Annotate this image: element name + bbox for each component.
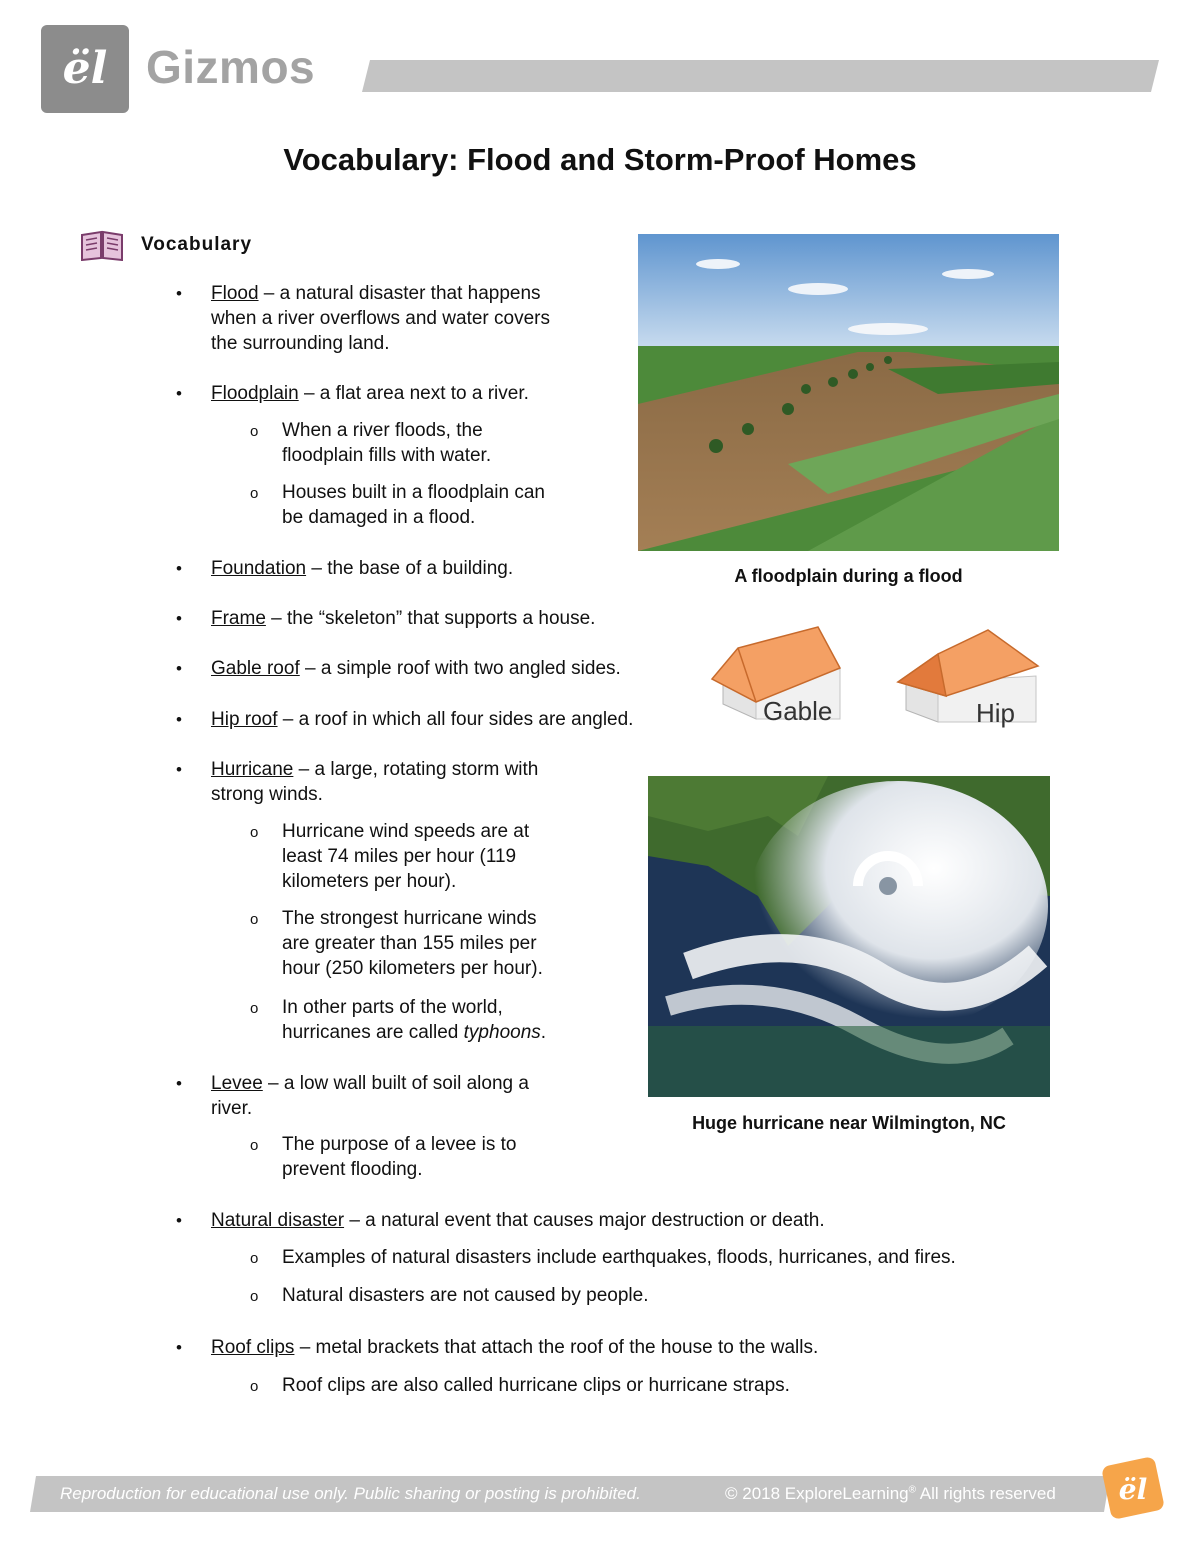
hurricane-photo xyxy=(648,776,1050,1097)
explorelearning-logo xyxy=(41,25,129,113)
definition-text: river. xyxy=(211,1098,253,1119)
definition-text: – metal brackets that attach the roof of the house to the walls. xyxy=(294,1337,819,1358)
definition-text: – a large, rotating storm with xyxy=(293,759,539,780)
entry-first-line xyxy=(211,556,513,581)
entry-line xyxy=(211,1096,529,1121)
typhoons-term: typhoons xyxy=(463,1022,541,1043)
sub-point-line xyxy=(282,931,543,956)
vocab-term: Gable roof xyxy=(211,658,300,679)
hurricane-caption: Huge hurricane near Wilmington, NC xyxy=(692,1113,1006,1133)
sub-point-line xyxy=(282,995,546,1020)
bullet-glyph: • xyxy=(176,609,182,628)
registered-mark: ® xyxy=(908,1484,916,1496)
bullet-glyph: • xyxy=(176,559,182,578)
sub-bullet-glyph: o xyxy=(250,1137,259,1154)
entry-first-line xyxy=(211,1208,825,1233)
sub-point-text: The purpose of a levee is to xyxy=(282,1134,517,1155)
vocab-term: Foundation xyxy=(211,558,307,579)
sub-point-text: Hurricane wind speeds are at xyxy=(282,821,530,842)
entry-first-line xyxy=(211,757,538,782)
logo-mark: ël xyxy=(62,43,108,94)
bullet-glyph: • xyxy=(176,1338,182,1357)
sub-bullet-glyph: o xyxy=(250,1000,259,1017)
footer-copyright xyxy=(725,1484,1056,1504)
sub-point xyxy=(282,1132,516,1182)
definition-text: – a natural disaster that happens xyxy=(258,283,541,304)
vocab-term: Floodplain xyxy=(211,383,299,404)
sub-point xyxy=(282,906,543,981)
vocabulary-heading: Vocabulary xyxy=(141,234,253,255)
vocab-term: Levee xyxy=(211,1073,263,1094)
sub-point-text: prevent flooding. xyxy=(282,1159,423,1180)
vocab-entry xyxy=(211,281,550,356)
bullet-glyph: • xyxy=(176,760,182,779)
entry-first-line xyxy=(211,707,633,732)
sub-point-text: Houses built in a floodplain can xyxy=(282,482,546,503)
sub-point-text: be damaged in a flood. xyxy=(282,507,476,528)
sub-point-text: When a river floods, the xyxy=(282,420,483,441)
footer-logo-mark: ël xyxy=(1118,1473,1148,1506)
bullet-glyph: • xyxy=(176,384,182,403)
floodplain-caption: A floodplain during a flood xyxy=(734,566,963,586)
vocab-entry xyxy=(211,1208,825,1233)
vocab-entry xyxy=(211,1335,818,1360)
entry-first-line xyxy=(211,381,529,406)
sentence-period: . xyxy=(540,1022,547,1043)
definition-text: – a roof in which all four sides are angled. xyxy=(277,709,634,730)
sub-point-line xyxy=(282,1157,516,1182)
sub-point xyxy=(282,1373,790,1398)
brand-name: Gizmos xyxy=(146,41,316,93)
sub-point-line xyxy=(282,418,491,443)
sub-point xyxy=(282,819,529,894)
sub-point-text: In other parts of the world, xyxy=(282,997,503,1018)
sub-point xyxy=(282,995,546,1045)
sub-bullet-glyph: o xyxy=(250,1250,259,1267)
header-bar xyxy=(362,60,1159,92)
vocab-term: Natural disaster xyxy=(211,1210,345,1231)
definition-text: when a river overflows and water covers xyxy=(211,308,550,329)
sub-point-text: floodplain fills with water. xyxy=(282,445,492,466)
sub-bullet-glyph: o xyxy=(250,1378,259,1395)
vocab-term: Frame xyxy=(211,608,266,629)
entry-line xyxy=(211,306,550,331)
book-icon xyxy=(79,229,125,261)
sub-point xyxy=(282,480,545,530)
vocab-entry xyxy=(211,606,595,631)
sub-bullet-glyph: o xyxy=(250,485,259,502)
sub-point xyxy=(282,418,491,468)
bullet-glyph: • xyxy=(176,284,182,303)
sub-point-text: hour (250 kilometers per hour). xyxy=(282,958,543,979)
entry-first-line xyxy=(211,656,621,681)
sub-point-line xyxy=(282,1283,649,1308)
gable-label: Gable xyxy=(763,696,833,726)
entry-first-line xyxy=(211,606,595,631)
definition-text: – a flat area next to a river. xyxy=(298,383,529,404)
sub-point-line xyxy=(282,819,529,844)
rights-text: All rights reserved xyxy=(915,1484,1056,1503)
bullet-glyph: • xyxy=(176,659,182,678)
entry-first-line xyxy=(211,1335,818,1360)
vocab-entry xyxy=(211,757,538,807)
page-title: Vocabulary: Flood and Storm-Proof Homes xyxy=(283,142,917,177)
sub-point-line xyxy=(282,443,491,468)
bullet-glyph: • xyxy=(176,1211,182,1230)
bullet-glyph: • xyxy=(176,1074,182,1093)
sub-point-line xyxy=(282,906,543,931)
sub-bullet-glyph: o xyxy=(250,1288,259,1305)
entry-line xyxy=(211,782,538,807)
sub-point-line xyxy=(282,1020,546,1045)
definition-text: strong winds. xyxy=(211,784,323,805)
vocab-term: Flood xyxy=(211,283,259,304)
vocab-term: Roof clips xyxy=(211,1337,295,1358)
sub-bullet-glyph: o xyxy=(250,423,259,440)
sub-point-text: hurricanes are called xyxy=(282,1022,464,1043)
sub-point xyxy=(282,1245,956,1270)
sub-point-text: least 74 miles per hour (119 xyxy=(282,846,517,867)
copyright-text: © 2018 ExploreLearning xyxy=(725,1484,909,1503)
entry-first-line xyxy=(211,281,550,306)
sub-point-line xyxy=(282,1132,516,1157)
vocab-entry xyxy=(211,656,621,681)
sub-point-line xyxy=(282,480,545,505)
sub-point-text: Roof clips are also called hurricane clips or hurricane straps. xyxy=(282,1375,790,1396)
sub-point-line xyxy=(282,505,545,530)
definition-text: the surrounding land. xyxy=(211,333,390,354)
hip-label: Hip xyxy=(976,698,1016,728)
bullet-glyph: • xyxy=(176,710,182,729)
entry-first-line xyxy=(211,1071,529,1096)
sub-point-text: The strongest hurricane winds xyxy=(282,908,537,929)
vocab-entry xyxy=(211,381,529,406)
footer-logo xyxy=(1100,1455,1166,1521)
definition-text: – a low wall built of soil along a xyxy=(262,1073,529,1094)
vocab-entry xyxy=(211,556,513,581)
sub-point-text: Natural disasters are not caused by people. xyxy=(282,1285,649,1306)
sub-point-line xyxy=(282,844,529,869)
roof-diagram xyxy=(708,624,1050,728)
sub-point-line xyxy=(282,1373,790,1398)
sub-point-text: are greater than 155 miles per xyxy=(282,933,537,954)
sub-point-line xyxy=(282,1245,956,1270)
vocab-entry xyxy=(211,707,633,732)
sub-point-line xyxy=(282,869,529,894)
footer-disclaimer: Reproduction for educational use only. Public sharing or posting is prohibited. xyxy=(60,1484,641,1503)
entry-line xyxy=(211,331,550,356)
definition-text: – the “skeleton” that supports a house. xyxy=(265,608,596,629)
definition-text: – a natural event that causes major destruction or death. xyxy=(344,1210,825,1231)
vocab-term: Hurricane xyxy=(211,759,294,780)
vocab-term: Hip roof xyxy=(211,709,278,730)
definition-text: – the base of a building. xyxy=(306,558,514,579)
sub-bullet-glyph: o xyxy=(250,824,259,841)
sub-bullet-glyph: o xyxy=(250,911,259,928)
sub-point-text: kilometers per hour). xyxy=(282,871,457,892)
sub-point xyxy=(282,1283,649,1308)
sub-point-line xyxy=(282,956,543,981)
definition-text: – a simple roof with two angled sides. xyxy=(299,658,621,679)
vocab-entry xyxy=(211,1071,529,1121)
floodplain-photo xyxy=(638,234,1059,551)
sub-point-text: Examples of natural disasters include earthquakes, floods, hurricanes, and fires. xyxy=(282,1247,956,1268)
